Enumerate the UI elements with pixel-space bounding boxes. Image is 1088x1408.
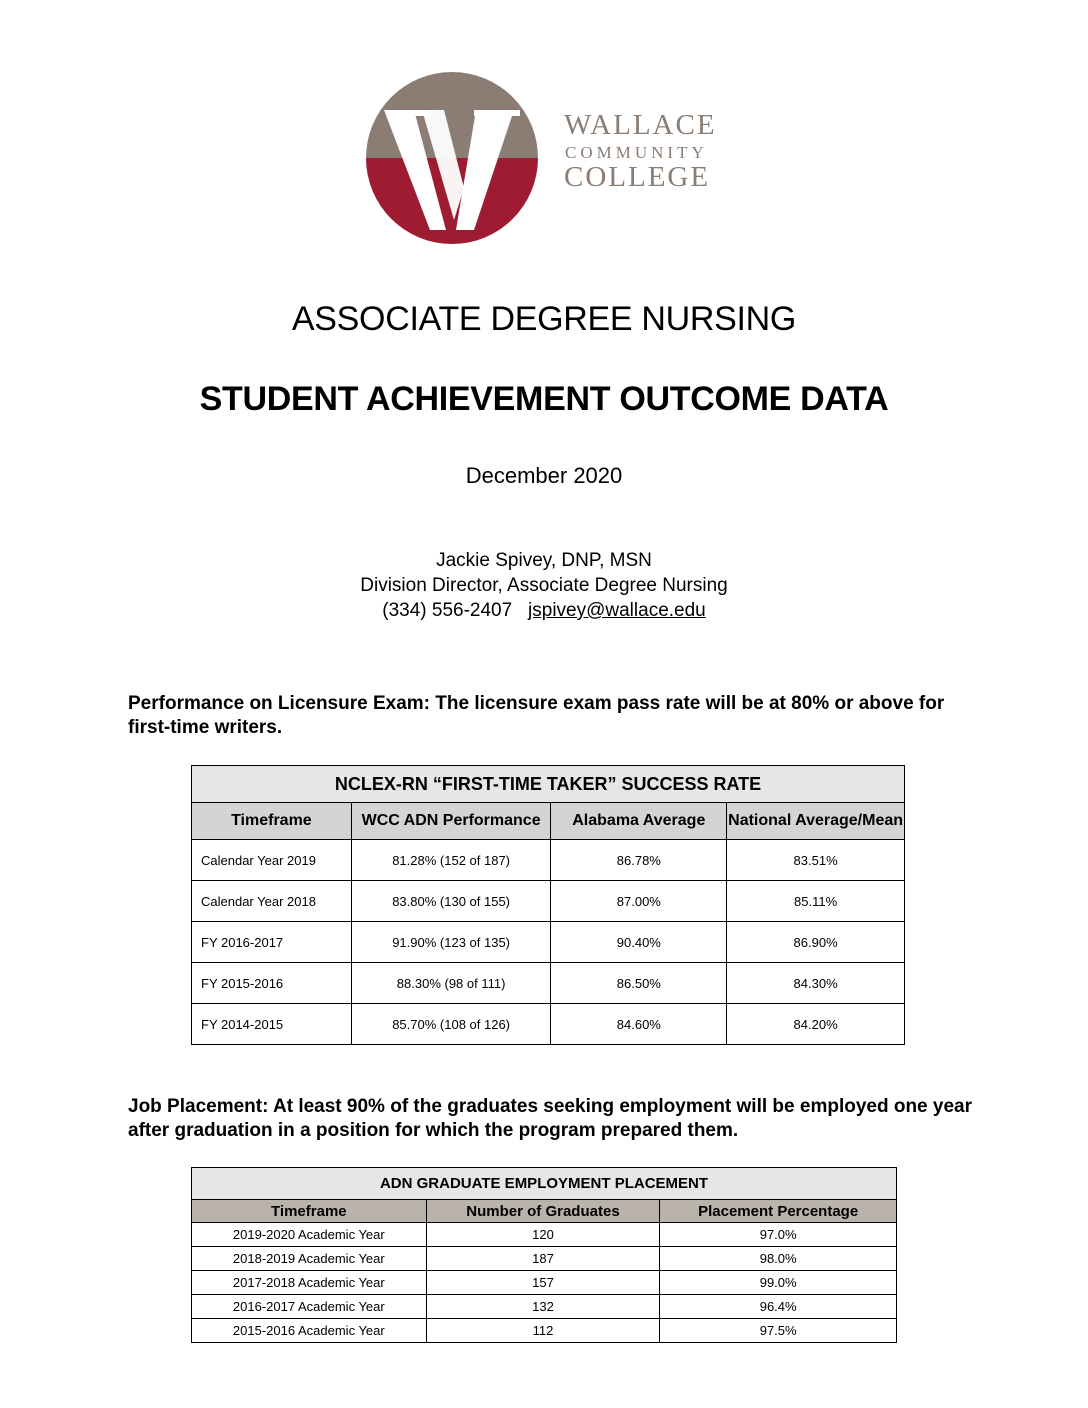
nclex-table-title: NCLEX-RN “FIRST-TIME TAKER” SUCCESS RATE bbox=[192, 766, 905, 803]
table-row bbox=[192, 963, 905, 1004]
col-header: Timeframe bbox=[192, 803, 352, 840]
col-header: Placement Percentage bbox=[660, 1200, 897, 1223]
table-cell: 120 bbox=[426, 1223, 660, 1247]
table-cell: 88.30% (98 of 111) bbox=[351, 963, 551, 1004]
table-cell: 84.60% bbox=[551, 1004, 727, 1045]
col-header: WCC ADN Performance bbox=[351, 803, 551, 840]
placement-table bbox=[191, 1167, 897, 1343]
table-cell: Calendar Year 2019 bbox=[192, 840, 352, 881]
table-cell: 83.51% bbox=[727, 840, 905, 881]
contact-block bbox=[0, 548, 1088, 623]
contact-email-link[interactable]: jspivey@wallace.edu bbox=[528, 600, 706, 621]
table-cell: 99.0% bbox=[660, 1271, 897, 1295]
table-cell: 81.28% (152 of 187) bbox=[351, 840, 551, 881]
page-subtitle: STUDENT ACHIEVEMENT OUTCOME DATA bbox=[199, 380, 889, 418]
table-cell: 132 bbox=[426, 1295, 660, 1319]
placement-table-title: ADN GRADUATE EMPLOYMENT PLACEMENT bbox=[192, 1168, 897, 1200]
table-cell: 84.20% bbox=[727, 1004, 905, 1045]
table-cell: 97.0% bbox=[660, 1223, 897, 1247]
table-cell: 91.90% (123 of 135) bbox=[351, 922, 551, 963]
table-row bbox=[192, 1295, 897, 1319]
table-cell: 2015-2016 Academic Year bbox=[192, 1319, 427, 1343]
contact-name: Jackie Spivey, DNP, MSN bbox=[436, 550, 652, 571]
table-cell: 98.0% bbox=[660, 1247, 897, 1271]
table-row bbox=[192, 1247, 897, 1271]
contact-position: Division Director, Associate Degree Nursing bbox=[360, 575, 728, 596]
table-cell: FY 2014-2015 bbox=[192, 1004, 352, 1045]
table-cell: FY 2016-2017 bbox=[192, 922, 352, 963]
table-cell: 112 bbox=[426, 1319, 660, 1343]
logo-line-3: COLLEGE bbox=[564, 161, 711, 193]
contact-line bbox=[0, 598, 1088, 623]
table-row bbox=[192, 1271, 897, 1295]
table-cell: 2019-2020 Academic Year bbox=[192, 1223, 427, 1247]
table-cell: 85.11% bbox=[727, 881, 905, 922]
table-row bbox=[192, 840, 905, 881]
nclex-table bbox=[191, 765, 905, 1045]
table-cell: 2018-2019 Academic Year bbox=[192, 1247, 427, 1271]
table-cell: 157 bbox=[426, 1271, 660, 1295]
table-cell: 84.30% bbox=[727, 963, 905, 1004]
table-cell: 97.5% bbox=[660, 1319, 897, 1343]
college-logo bbox=[364, 70, 728, 246]
table-cell: 2017-2018 Academic Year bbox=[192, 1271, 427, 1295]
table-cell: 96.4% bbox=[660, 1295, 897, 1319]
table-cell: 86.50% bbox=[551, 963, 727, 1004]
contact-phone: (334) 556-2407 bbox=[382, 600, 513, 621]
table-row bbox=[192, 881, 905, 922]
col-header: National Average/Mean bbox=[727, 803, 905, 840]
col-header: Alabama Average bbox=[551, 803, 727, 840]
table-cell: 87.00% bbox=[551, 881, 727, 922]
table-cell: Calendar Year 2018 bbox=[192, 881, 352, 922]
report-date: December 2020 bbox=[465, 463, 623, 488]
table-cell: 85.70% (108 of 126) bbox=[351, 1004, 551, 1045]
table-cell: 86.90% bbox=[727, 922, 905, 963]
table-cell: FY 2015-2016 bbox=[192, 963, 352, 1004]
table-cell: 2016-2017 Academic Year bbox=[192, 1295, 427, 1319]
col-header: Timeframe bbox=[192, 1200, 427, 1223]
logo-line-1: WALLACE bbox=[564, 109, 717, 141]
table-row bbox=[192, 922, 905, 963]
table-cell: 83.80% (130 of 155) bbox=[351, 881, 551, 922]
logo-line-2: COMMUNITY bbox=[565, 143, 708, 162]
page-title: ASSOCIATE DEGREE NURSING bbox=[291, 300, 797, 338]
table-row bbox=[192, 1223, 897, 1247]
table-cell: 86.78% bbox=[551, 840, 727, 881]
table-row bbox=[192, 1319, 897, 1343]
logo-emblem bbox=[364, 70, 540, 246]
table-cell: 90.40% bbox=[551, 922, 727, 963]
placement-objective: Job Placement: At least 90% of the graduates seeking employment will be employed one year after graduation in a position for which the program prepared them. bbox=[128, 1096, 972, 1141]
licensure-objective: Performance on Licensure Exam: The licensure exam pass rate will be at 80% or above for first-time writers. bbox=[128, 693, 945, 738]
table-cell: 187 bbox=[426, 1247, 660, 1271]
table-row bbox=[192, 1004, 905, 1045]
col-header: Number of Graduates bbox=[426, 1200, 660, 1223]
